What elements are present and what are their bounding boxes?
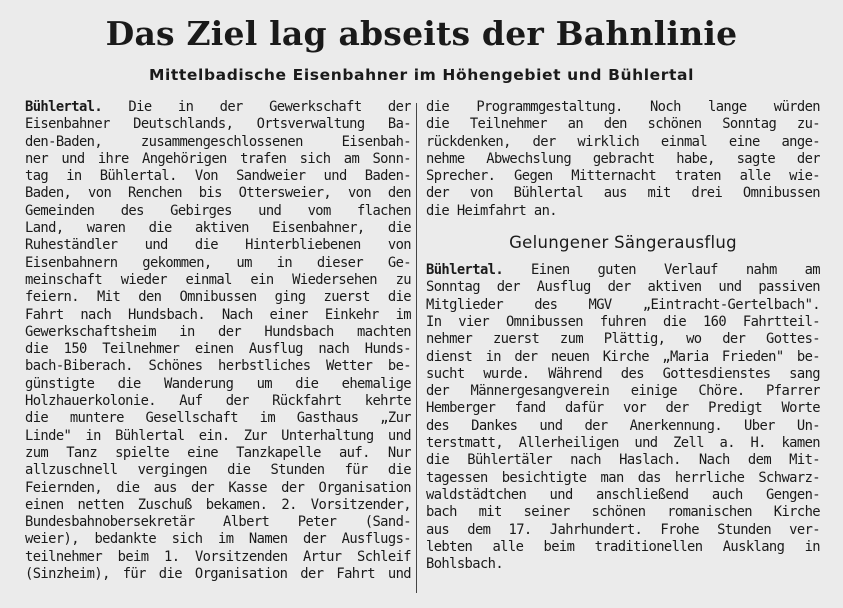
article-line: des Dankes und der Anerkennung. Über Un- xyxy=(426,417,820,434)
article-line: der von Bühlertal aus mit drei Omnibussen xyxy=(426,185,820,202)
article-line: Bohlsbach. xyxy=(426,556,504,573)
article-line: teilnehmer beim 1. Vorsitzenden Artur Schleif xyxy=(25,548,411,565)
article-line: der Männergesangverein einige Chöre. Pfarrer xyxy=(426,383,820,400)
article-line: die Programmgestaltung. Noch lange würden xyxy=(426,99,820,115)
article-line: lebten alle beim traditionellen Ausklang in xyxy=(426,538,820,555)
article-line: Sonntag der Ausflug der aktiven und passiven xyxy=(426,279,820,296)
article-line: In vier Omnibussen fuhren die 160 Fahrtteil- xyxy=(426,313,820,330)
article-line: (Sinzheim), für die Organisation der Fahrt und xyxy=(25,566,411,583)
dateline: Bühlertal. xyxy=(25,99,103,115)
article-line: Hemberger fand dafür vor der Predigt Worte xyxy=(426,400,820,417)
article-line: die Teilnehmer an den schönen Sonntag zu- xyxy=(426,116,820,133)
article-line: aus dem 17. Jahrhundert. Frohe Stunden ver- xyxy=(426,521,820,538)
article-line: weier), bedankte sich im Namen der Ausflugs- xyxy=(25,531,411,548)
article-line: Mitglieder des MGV „Eintracht-Gertelbach". xyxy=(426,296,820,313)
article-line: Bundesbahnobersekretär Albert Peter (Sand- xyxy=(25,514,411,531)
article-line: Baden, von Renchen bis Ottersweier, von den xyxy=(25,185,411,202)
article-line: Sprecher. Gegen Mitternacht traten alle wie- xyxy=(426,168,820,185)
article-line: zum Tanz spielte eine Tanzkapelle auf. Nur xyxy=(25,444,411,461)
article-line: tag in Bühlertal. Von Sandweier und Baden- xyxy=(25,168,411,185)
article-line: Feiernden, die aus der Kasse der Organisation xyxy=(25,479,411,496)
first-line-text: Einen guten Verlauf nahm am xyxy=(503,262,820,279)
article-line: die Heimfahrt an. xyxy=(426,202,558,219)
article-line: waldstädtchen und anschließend auch Gengen- xyxy=(426,486,820,503)
article-line: Eisenbahner Deutschlands, Ortsverwaltung Ba- xyxy=(25,116,411,133)
article-line: meinschaft wieder einmal ein Wiedersehen zu xyxy=(25,271,411,288)
article-line: bach-Biberach. Schönes herbstliches Wetter be- xyxy=(25,358,411,375)
article-line: Gewerkschaftsheim in der Hundsbach machten xyxy=(25,323,411,340)
article-line: terstmatt, Allerheiligen und Zell a. H. kamen xyxy=(426,435,820,452)
article-line: Land, waren die aktiven Eisenbahner, die xyxy=(25,220,411,237)
article-line: Linde" in Bühlertal ein. Zur Unterhaltung und xyxy=(25,427,411,444)
article-line: allzuschnell vergingen die Stunden für die xyxy=(25,462,411,479)
article-line: ner und ihre Angehörigen trafen sich am Sonn- xyxy=(25,150,411,167)
article-line: die 150 Teilnehmer einen Ausflug nach Hunds- xyxy=(25,341,411,358)
article-line: Holzhauerkolonie. Auf der Rückfahrt kehrte xyxy=(25,393,411,410)
article-line: günstigte die Wanderung um die ehemalige xyxy=(25,375,411,392)
article-line: Eisenbahnern gekommen, um in dieser Ge- xyxy=(25,254,411,271)
article-line: rückdenken, der wirklich einmal eine ange- xyxy=(426,133,820,150)
headline: Das Ziel lag abseits der Bahnlinie xyxy=(105,14,738,53)
left-column xyxy=(25,99,411,583)
subheadline: Mittelbadische Eisenbahner im Höhengebiet und Bühlertal xyxy=(148,66,695,84)
section-heading: Gelungener Sängerausflug xyxy=(509,233,737,253)
article-line: Ruheständler und die Hinterbliebenen von xyxy=(25,237,411,254)
article-line: dienst in der neuen Kirche „Maria Frieden" be- xyxy=(426,348,820,365)
article-line: nehmer zuerst zum Plättig, wo der Gottes- xyxy=(426,331,820,348)
article-line: die Bühlertäler nach Haslach. Nach dem Mit- xyxy=(426,452,820,469)
article-line: sucht wurde. Während des Gottesdienstes sang xyxy=(426,365,820,382)
column-divider xyxy=(416,103,417,593)
article-line: feiern. Mit den Omnibussen ging zuerst die xyxy=(25,289,411,306)
first-line xyxy=(426,262,820,279)
article-line: Fahrt nach Hundsbach. Nach einer Einkehr im xyxy=(25,306,411,323)
first-line xyxy=(25,99,411,116)
article-line: den-Baden, zusammengeschlossenen Eisenbah- xyxy=(25,133,411,150)
article-line: bach mit seiner schönen romanischen Kirche xyxy=(426,504,820,521)
right-column xyxy=(426,99,820,573)
dateline: Bühlertal. xyxy=(426,262,504,279)
article-line: die muntere Gesellschaft im Gasthaus „Zur xyxy=(25,410,411,427)
first-line-text: Die in der Gewerkschaft der xyxy=(102,99,411,115)
article-line: einen netten Zuschuß bekamen. 2. Vorsitzender, xyxy=(25,496,411,513)
article-line: nehme Abwechslung gebracht habe, sagte der xyxy=(426,150,820,167)
article-line: tagessen besichtigte man das herrliche Schwarz- xyxy=(426,469,820,486)
article-line: Gemeinden des Gebirges und vom flachen xyxy=(25,202,411,219)
